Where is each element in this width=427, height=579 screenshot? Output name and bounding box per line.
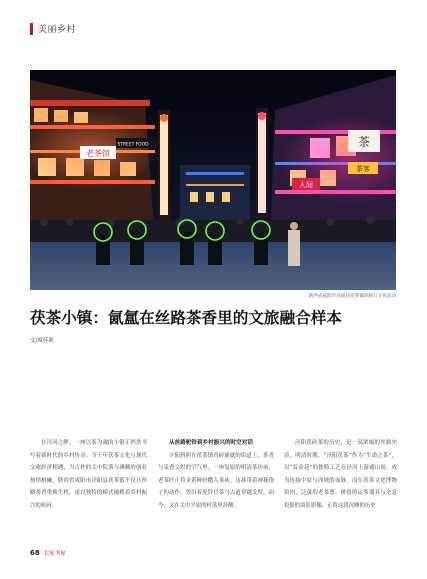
page-footer — [30, 549, 66, 557]
street-food-sign: STREET FOOD — [117, 142, 149, 148]
left-banner-sign: 老茶馆 — [86, 149, 110, 158]
section-label: 美丽乡村 — [38, 25, 77, 35]
section-subheading: 从丝路驼铃到乡村振兴的时空对话 — [169, 440, 253, 446]
photo-caption: 陕西省咸阳市泾阳县茯茶镇的路灯文化活动 — [308, 294, 396, 299]
paragraph-2: 夕阳斜照在茯茶镇青砖铺就的街道上，茶香与麦香交织的空气里，一座复原的明清茶坊前，老茶匠正将金黄鲜轻撒入茶砖。这抹带着神秘孢子的动作，曾沿着驼铃甘茶马古道穿越戈壁，而今，又在关中平原的村落里苏醒。 — [158, 452, 274, 509]
page-number: 68 — [30, 549, 40, 557]
section-accent-bar — [30, 23, 33, 35]
right-low-sign: 茶客 — [356, 165, 370, 173]
article-title: 茯茶小镇：氤氲在丝路茶香里的文旅融合样本 — [30, 309, 342, 327]
paragraph-1: 在泾河之畔，一座以茶为魂的小镇正悄然书写着新时代的乡村传奇。当千年茯茶文化与现代文旅经济相遇，当古朴的关中院落与沸腾的创业热情相融，陕西省咸阳市泾阳县茯茶镇不仅让丝路茶香重焕生机，更以独特的模式破解着乡村振兴的密码。 — [30, 440, 147, 509]
paragraph-3: 泾阳茯砖茶的历史，是一部浓缩的丝路史诗。明清时期，“泾阳茯茶”作为“生命之茶”，以“发金花”的独特工艺在泾河上游通山间，成为连接中原与西域的血脉。而在茯茶文化博物馆内，泛黄的老茶票、斑驳的运茶器具与全息投影的商队影像，正将这段沉睡的历史 — [284, 440, 397, 509]
magazine-name: 农家书屋 — [43, 551, 66, 557]
right-top-sign: 茶 — [357, 135, 371, 149]
article-byline: 文/席佳莉 — [30, 338, 54, 344]
section-tag — [30, 22, 76, 35]
column-2 — [158, 437, 274, 512]
right-mid-sign: 人间 — [299, 181, 313, 189]
column-1 — [30, 437, 147, 512]
hero-photo — [30, 70, 396, 290]
column-3 — [284, 437, 397, 512]
